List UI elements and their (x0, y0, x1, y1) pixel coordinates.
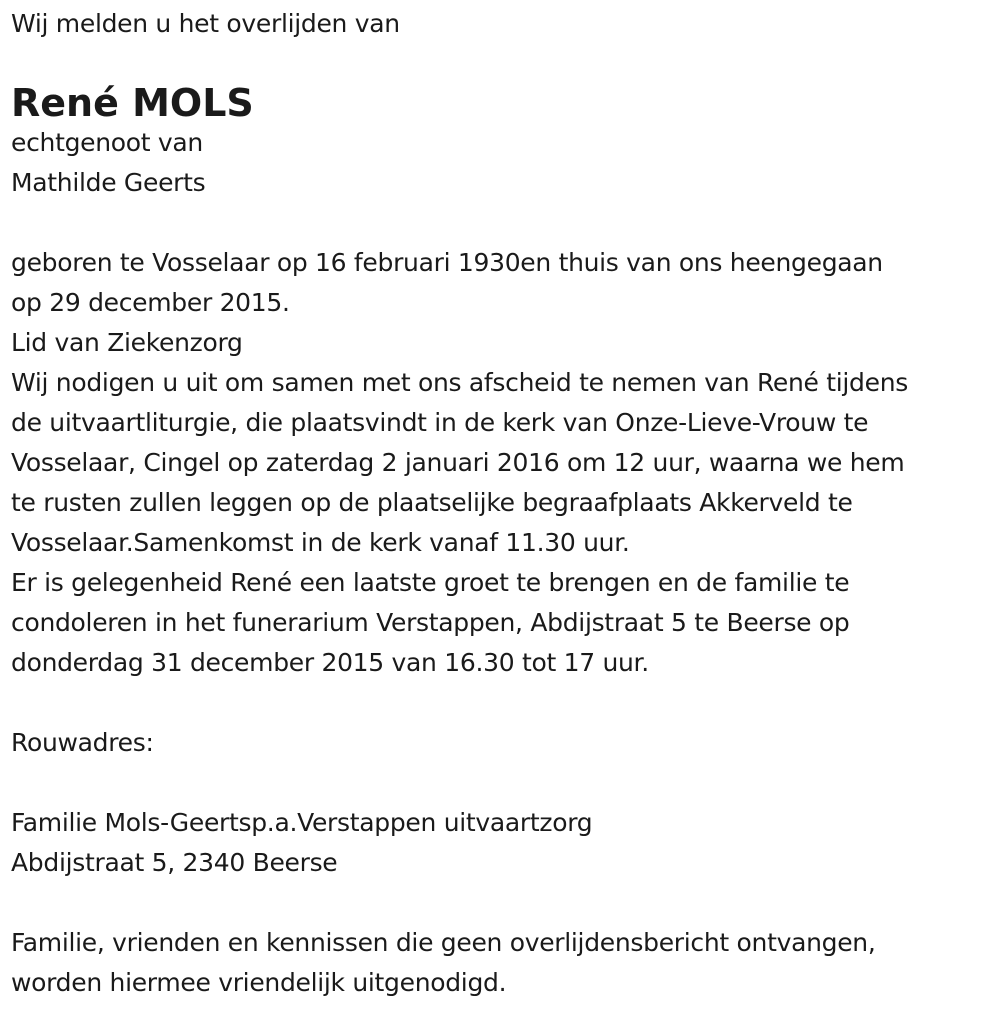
body-line: condoleren in het funerarium Verstappen, Abdijstraat 5 te Beerse op (11, 608, 850, 637)
closing-line-2: worden hiermee vriendelijk uitgenodigd. (11, 968, 507, 997)
relation-text: echtgenoot van (11, 128, 203, 157)
body-line: Er is gelegenheid René een laatste groet te brengen en de familie te (11, 568, 850, 597)
spouse-name: Mathilde Geerts (11, 168, 206, 197)
notice-body (11, 243, 996, 683)
body-line: geboren te Vosselaar op 16 februari 1930en thuis van ons heengegaan (11, 248, 883, 277)
address-label: Rouwadres: (11, 728, 154, 757)
deceased-name: René MOLS (11, 81, 254, 125)
body-line: te rusten zullen leggen op de plaatselijke begraafplaats Akkerveld te (11, 488, 853, 517)
closing-line-1: Familie, vrienden en kennissen die geen overlijdensbericht ontvangen, (11, 928, 876, 957)
address-line-1: Familie Mols-Geertsp.a.Verstappen uitvaartzorg (11, 808, 593, 837)
spacer (11, 763, 996, 803)
body-line: donderdag 31 december 2015 van 16.30 tot 17 uur. (11, 648, 649, 677)
body-line: op 29 december 2015. (11, 288, 290, 317)
body-line: Lid van Ziekenzorg (11, 328, 243, 357)
intro-text: Wij melden u het overlijden van (11, 9, 400, 38)
address-line-2: Abdijstraat 5, 2340 Beerse (11, 848, 338, 877)
spacer (11, 883, 996, 923)
body-line: Vosselaar.Samenkomst in de kerk vanaf 11.30 uur. (11, 528, 630, 557)
body-line: de uitvaartliturgie, die plaatsvindt in de kerk van Onze-Lieve-Vrouw te (11, 408, 869, 437)
death-notice (11, 4, 996, 1003)
spacer (11, 203, 996, 243)
body-line: Wij nodigen u uit om samen met ons afscheid te nemen van René tijdens (11, 368, 908, 397)
body-line: Vosselaar, Cingel op zaterdag 2 januari 2016 om 12 uur, waarna we hem (11, 448, 905, 477)
spacer (11, 683, 996, 723)
